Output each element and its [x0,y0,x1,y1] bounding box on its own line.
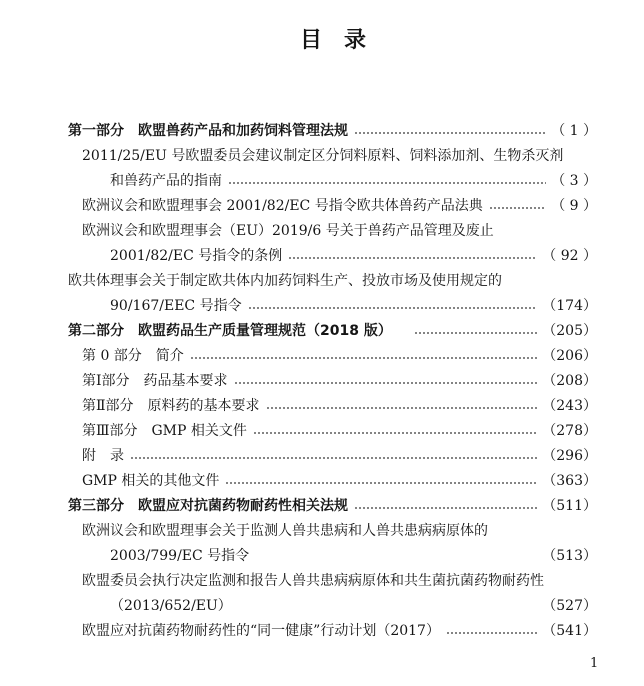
toc-line [0,519,644,544]
toc-entry-title: 欧共体理事会关于制定欧共体内加药饲料生产、投放市场及使用规定的 [68,273,502,289]
toc-line-continuation [0,244,644,269]
toc-line [0,194,644,219]
toc-page-ref: （ 92 ） [542,248,597,264]
toc-entry [0,394,644,419]
toc-entry [0,619,644,644]
toc-entry [0,144,644,194]
toc-entry [0,469,644,494]
table-of-contents [0,119,644,644]
toc-entry [0,194,644,219]
toc-entry-title: 第Ⅲ部分 GMP 相关文件 [82,423,247,439]
toc-entry-title: 第Ⅰ部分 药品基本要求 [82,373,228,389]
toc-entry-title: 第Ⅱ部分 原料药的基本要求 [82,398,260,414]
toc-line [0,494,644,519]
toc-line [0,119,644,144]
toc-part-heading [0,119,644,144]
toc-entry-title: 2011/25/EU 号欧盟委员会建议制定区分饲料原料、饲料添加剂、生物杀灭剂 [82,148,564,164]
toc-page-ref: （513） [542,548,597,564]
toc-entry [0,444,644,469]
toc-entry-title: 第三部分 欧盟应对抗菌药物耐药性相关法规 [68,498,348,514]
toc-entry-title-cont: 和兽药产品的指南 [110,173,222,189]
toc-line [0,419,644,444]
toc-entry-title: 第一部分 欧盟兽药产品和加药饲料管理法规 [68,123,348,139]
toc-entry-title: 第二部分 欧盟药品生产质量管理规范（2018 版） [68,323,392,339]
toc-page-ref: （205） [542,323,597,339]
toc-page-ref: （206） [542,348,597,364]
page-number: 1 [590,656,599,671]
dot-leader [354,131,546,135]
toc-entry-title-cont: 90/167/EEC 号指令 [110,298,242,314]
dot-leader [190,356,537,360]
dot-leader [253,431,537,435]
toc-line [0,219,644,244]
toc-part-heading [0,319,644,344]
toc-line [0,319,644,344]
toc-page-ref: （ 3 ） [551,173,597,189]
toc-entry [0,569,644,619]
dot-leader [489,206,546,210]
toc-line-continuation [0,169,644,194]
dot-leader [255,556,537,560]
toc-line-continuation [0,544,644,569]
toc-page-ref: （208） [542,373,597,389]
dot-leader [414,331,537,335]
dot-leader [225,481,537,485]
dot-leader [266,406,538,410]
dot-leader [446,631,537,635]
dot-leader [354,506,537,510]
toc-line-continuation [0,594,644,619]
toc-page-ref: （541） [542,623,597,639]
toc-entry [0,269,644,319]
toc-line [0,444,644,469]
toc-entry-title-cont: 2003/799/EC 号指令 [110,548,250,564]
toc-page-ref: （296） [542,448,597,464]
page-title: 目 录 [299,27,366,53]
dot-leader [234,381,538,385]
toc-entry-title: 第 0 部分 简介 [82,348,184,364]
toc-page-ref: （278） [542,423,597,439]
toc-entry-title: 欧盟应对抗菌药物耐药性的“同一健康”行动计划（2017） [82,623,440,639]
dot-leader [288,256,537,260]
toc-entry [0,344,644,369]
dot-leader [228,181,546,185]
toc-page-ref: （527） [542,598,597,614]
toc-entry [0,519,644,569]
toc-entry-title: 附 录 [82,448,124,464]
dot-leader [248,306,538,310]
toc-entry [0,219,644,269]
dot-leader [130,456,537,460]
toc-entry-title: GMP 相关的其他文件 [82,473,220,489]
toc-line [0,469,644,494]
toc-line [0,394,644,419]
toc-entry-title: 欧洲议会和欧盟理事会关于监测人兽共患病和人兽共患病病原体的 [82,523,488,539]
toc-entry-title-cont: （2013/652/EU） [110,598,232,614]
toc-line [0,569,644,594]
toc-line [0,344,644,369]
toc-page-ref: （243） [542,398,597,414]
toc-entry-title: 欧洲议会和欧盟理事会 2001/82/EC 号指令欧共体兽药产品法典 [82,198,483,214]
toc-entry-title: 欧洲议会和欧盟理事会（EU）2019/6 号关于兽药产品管理及废止 [82,223,494,239]
toc-part-heading [0,494,644,519]
toc-page-ref: （511） [542,498,597,514]
toc-line [0,369,644,394]
toc-page-ref: （ 9 ） [551,198,597,214]
toc-page-ref: （363） [542,473,597,489]
toc-page-ref: （ 1 ） [551,123,597,139]
toc-line-continuation [0,294,644,319]
toc-line [0,269,644,294]
toc-entry [0,419,644,444]
toc-entry-title: 欧盟委员会执行决定监测和报告人兽共患病病原体和共生菌抗菌药物耐药性 [82,573,544,589]
toc-page-ref: （174） [542,298,597,314]
toc-entry-title-cont: 2001/82/EC 号指令的条例 [110,248,283,264]
toc-entry [0,369,644,394]
toc-line [0,144,644,169]
dot-leader [238,606,537,610]
toc-line [0,619,644,644]
